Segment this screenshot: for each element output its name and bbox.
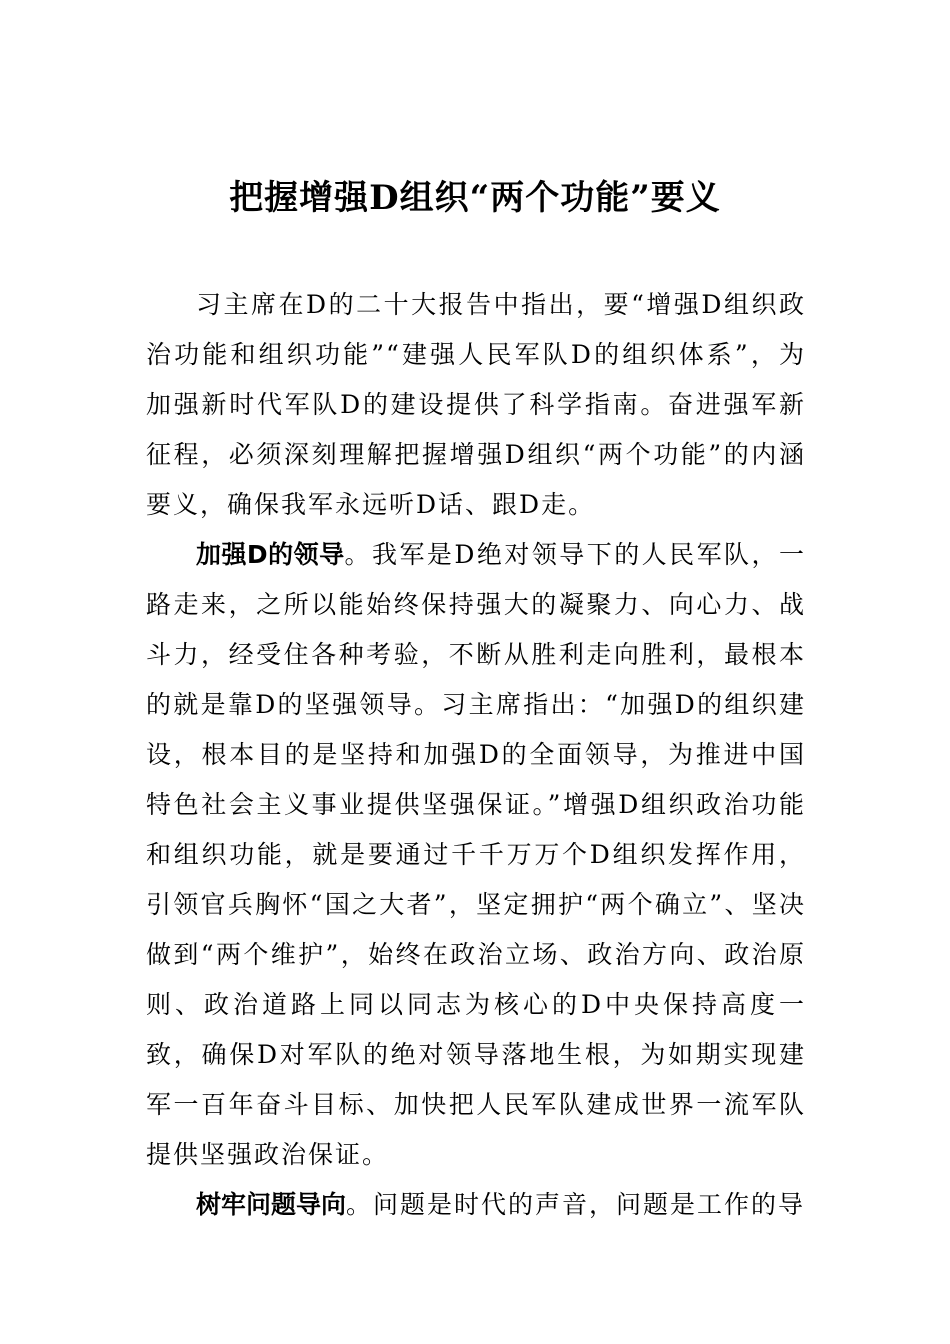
document-body (146, 280, 806, 1230)
paragraph-problem-orientation (146, 1180, 806, 1230)
document-title: 把握增强D组织“两个功能”要义 (229, 178, 721, 218)
paragraph-text: 。我军是D绝对领导下的人民军队，一路走来，之所以能始终保持强大的凝聚力、向心力、战斗力，经受住各种考验，不断从胜利走向胜利，最根本的就是靠D的坚强领导。习主席指出：“加强D的组织建设，根本目的是坚持和加强D的全面领导，为推进中国特色社会主义事业提供坚强保证。”增强D组织政治功能和组织功能，就是要通过千千万万个D组织发挥作用，引领官兵胸怀“国之大者”，坚定拥护“两个确立”、坚决做到“两个维护”，始终在政治立场、政治方向、政治原则、政治道路上同以同志为核心的D中央保持高度一致，确保D对军队的绝对领导落地生根，为如期实现建军一百年奋斗目标、加快把人民军队建成世界一流军队提供坚强政治保证。 (146, 540, 807, 1169)
paragraph-party-leadership (146, 530, 806, 1180)
paragraph-lead-heading: 加强D的领导 (196, 540, 345, 569)
paragraph-lead-heading: 树牢问题导向 (196, 1190, 347, 1219)
paragraph-text: 习主席在D的二十大报告中指出，要“增强D组织政治功能和组织功能”“建强人民军队D的组织体系”，为加强新时代军队D的建设提供了科学指南。奋进强军新征程，必须深刻理解把握增强D组织“两个功能”的内涵要义，确保我军永远听D话、跟D走。 (146, 290, 806, 519)
paragraph-intro (146, 280, 806, 530)
paragraph-text: 。问题是时代的声音，问题是工作的导 (346, 1190, 806, 1219)
